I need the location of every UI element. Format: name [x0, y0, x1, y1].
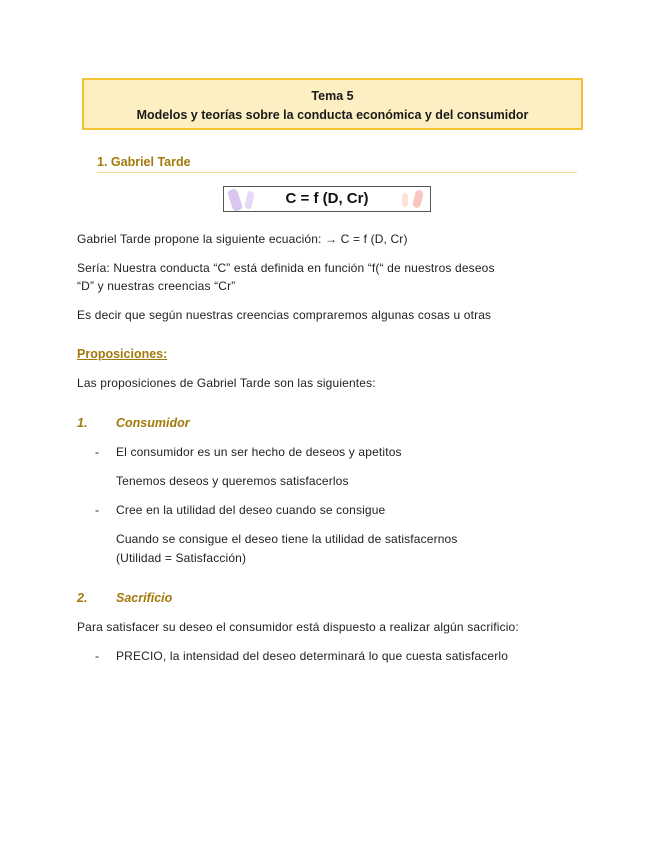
- bullet-price: PRECIO, la intensidad del deseo determinará lo que cuesta satisfacerlo: [116, 649, 509, 663]
- bullet-utility: Cree en la utilidad del deseo cuando se consigue: [116, 503, 386, 517]
- bullet-dash: -: [95, 445, 99, 459]
- paragraph-meaning-line1: Sería: Nuestra conducta “C” está definida en función “f(“ de nuestros deseos: [77, 261, 495, 275]
- formula-text: C = f (D, Cr): [285, 190, 369, 207]
- paragraph-beliefs: Es decir que según nuestras creencias compraremos algunas cosas u otras: [77, 308, 492, 322]
- heading-gabriel-tarde: 1. Gabriel Tarde: [97, 155, 191, 169]
- topic-title: Modelos y teorías sobre la conducta económica y del consumidor: [136, 108, 529, 122]
- title-box: [82, 78, 583, 130]
- bullet-consumer-desires: El consumidor es un ser hecho de deseos y apetitos: [116, 445, 402, 459]
- section-proposiciones: Proposiciones:: [77, 347, 168, 361]
- item-number-2: 2.: [77, 591, 88, 605]
- section-intro: Las proposiciones de Gabriel Tarde son las siguientes:: [77, 376, 376, 390]
- bullet-dash: -: [95, 503, 99, 517]
- item-number-1: 1.: [77, 416, 88, 430]
- bullet-sub-utility-line2: (Utilidad = Satisfacción): [116, 551, 247, 565]
- formula-image: [223, 186, 431, 212]
- paragraph-equation: Gabriel Tarde propone la siguiente ecuación: → C = f (D, Cr): [77, 232, 408, 246]
- bullet-dash: -: [95, 649, 99, 663]
- paragraph-sacrifice: Para satisfacer su deseo el consumidor está dispuesto a realizar algún sacrificio:: [77, 620, 519, 634]
- item-label-sacrificio: Sacrificio: [116, 591, 173, 605]
- heading-underline: [97, 172, 577, 173]
- bullet-sub-utility-line1: Cuando se consigue el deseo tiene la utilidad de satisfacernos: [116, 532, 458, 546]
- item-label-consumidor: Consumidor: [116, 416, 190, 430]
- paragraph-meaning-line2: “D” y nuestras creencias “Cr”: [77, 279, 236, 293]
- topic-number: Tema 5: [311, 89, 354, 103]
- bullet-sub-desires: Tenemos deseos y queremos satisfacerlos: [116, 474, 349, 488]
